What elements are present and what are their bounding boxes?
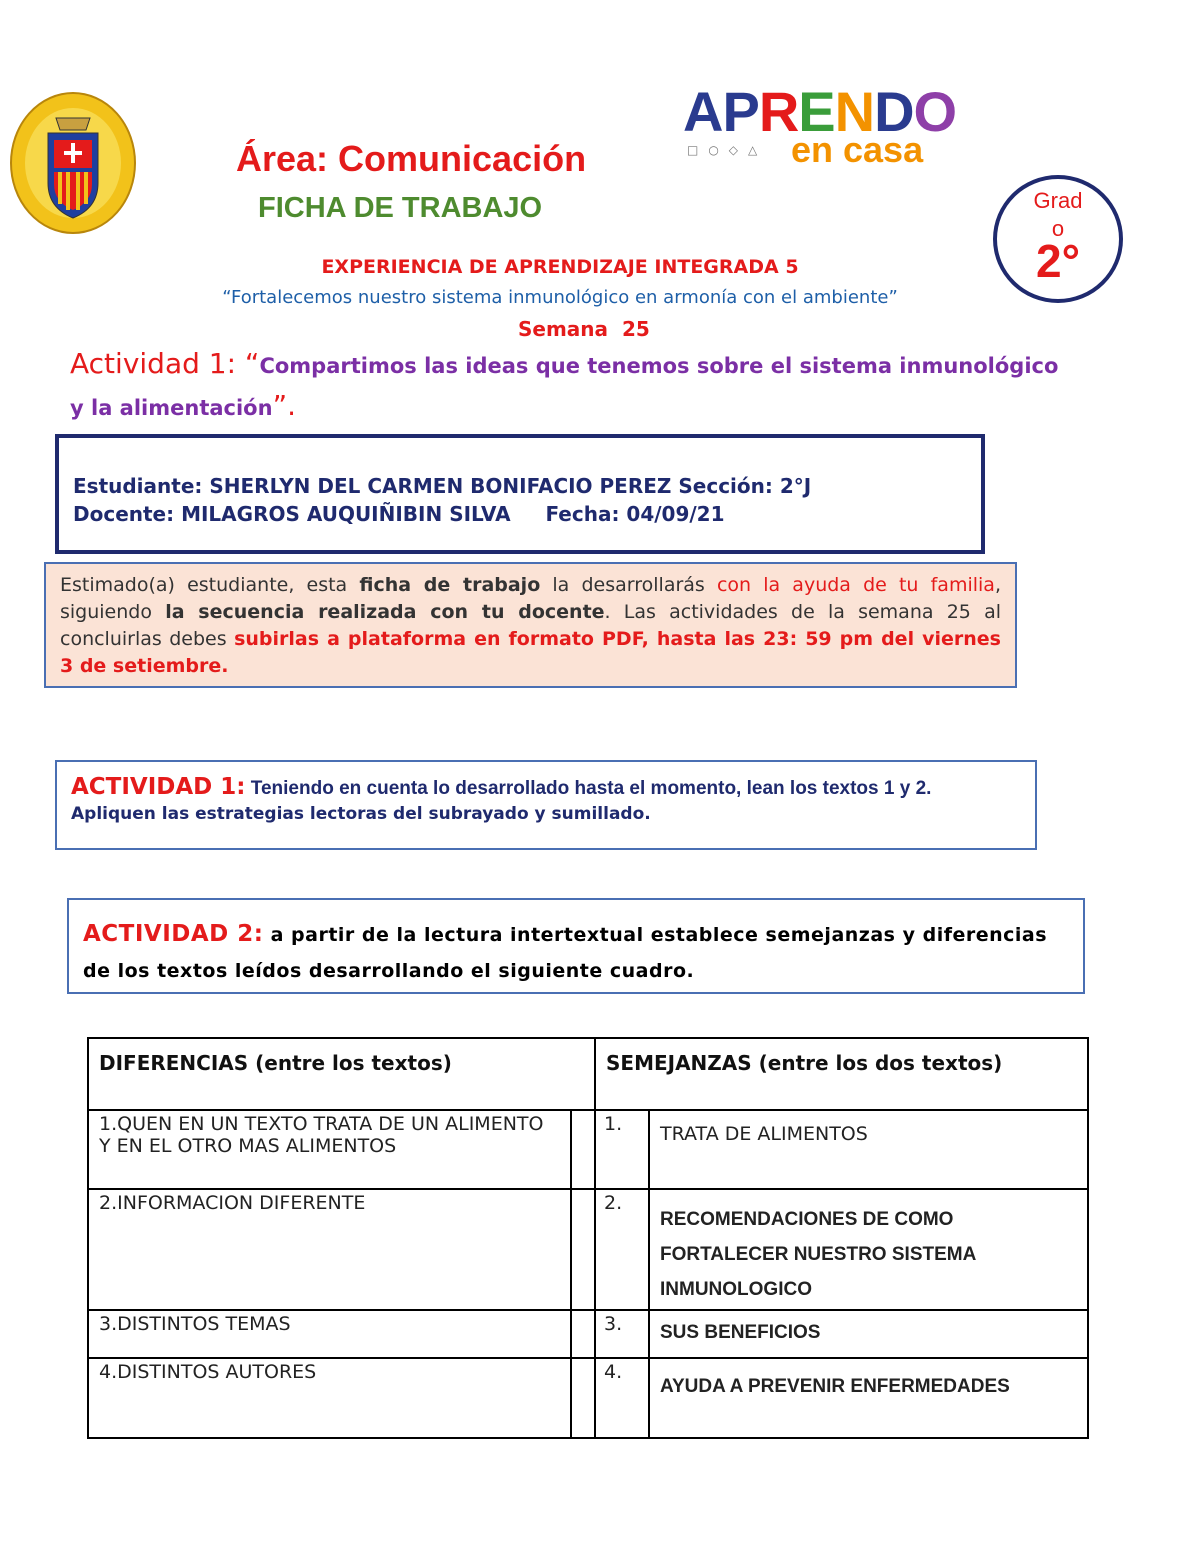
aprendo-letter: O bbox=[913, 80, 957, 143]
table-row bbox=[88, 1310, 1088, 1358]
actividad-1-text: Teniendo en cuenta lo desarrollado hasta el momento, lean los textos 1 y 2. bbox=[245, 778, 932, 799]
number-cell: 4. bbox=[595, 1358, 649, 1438]
diferencia-cell[interactable]: 3.DISTINTOS TEMAS bbox=[88, 1310, 571, 1358]
grado-badge bbox=[993, 175, 1123, 303]
instructions-note: Estimado(a) estudiante, esta ficha de trabajo la desarrollarás con la ayuda de tu familia, siguiendo la secuencia realizada con tu docente. Las actividades de la semana 25 al concluirlas debes subirlas a plataforma en formato PDF, hasta las 23: 59 pm del viernes 3 de setiembre. bbox=[44, 562, 1017, 688]
aprendo-letter: N bbox=[834, 80, 875, 143]
aprendo-letter: A bbox=[683, 80, 723, 143]
diferencia-cell[interactable]: 4.DISTINTOS AUTORES bbox=[88, 1358, 571, 1438]
actividad-label: Actividad 1: “ bbox=[70, 347, 260, 380]
aprendo-letter: R bbox=[758, 80, 799, 143]
aprendo-letter: P bbox=[722, 80, 759, 143]
header-semejanzas: SEMEJANZAS (entre los dos textos) bbox=[595, 1038, 1088, 1110]
actividad-2-label: ACTIVIDAD 2: bbox=[83, 921, 264, 947]
lema-subtitle: “Fortalecemos nuestro sistema inmunológico en armonía con el ambiente” bbox=[222, 287, 898, 308]
actividad-1-label: ACTIVIDAD 1: bbox=[71, 774, 246, 800]
grado-label: Grad o bbox=[1033, 188, 1083, 241]
grado-value: 2° bbox=[1036, 235, 1080, 287]
aprendo-en-casa-logo bbox=[683, 80, 957, 170]
comparison-table bbox=[87, 1037, 1089, 1439]
actividad-1-box bbox=[55, 760, 1037, 850]
header-diferencias: DIFERENCIAS (entre los textos) bbox=[88, 1038, 595, 1110]
ficha-title: FICHA DE TRABAJO bbox=[258, 192, 543, 224]
spacer-cell bbox=[571, 1310, 595, 1358]
semejanza-cell[interactable]: AYUDA A PREVENIR ENFERMEDADES bbox=[649, 1358, 1088, 1438]
school-emblem-logo bbox=[8, 88, 138, 238]
spacer-cell bbox=[571, 1110, 595, 1189]
experiencia-heading: EXPERIENCIA DE APRENDIZAJE INTEGRADA 5 bbox=[321, 256, 799, 278]
semejanza-cell[interactable]: RECOMENDACIONES DE COMO FORTALECER NUESTRO SISTEMA INMUNOLOGICO bbox=[649, 1189, 1088, 1310]
actividad-1-text-2: Apliquen las estrategias lectoras del subrayado y sumillado. bbox=[71, 804, 651, 824]
aprendo-letter: D bbox=[874, 80, 914, 143]
number-cell: 3. bbox=[595, 1310, 649, 1358]
number-cell: 1. bbox=[595, 1110, 649, 1189]
table-row bbox=[88, 1358, 1088, 1438]
aprendo-logo-shapes: □○◇△ bbox=[687, 143, 768, 157]
semana-label: Semana 25 bbox=[518, 317, 650, 341]
semejanza-cell[interactable]: TRATA DE ALIMENTOS bbox=[649, 1110, 1088, 1189]
table-row bbox=[88, 1110, 1088, 1189]
diferencia-cell[interactable]: 2.INFORMACION DIFERENTE bbox=[88, 1189, 571, 1310]
area-title: Área: Comunicación bbox=[236, 138, 587, 179]
number-cell: 2. bbox=[595, 1189, 649, 1310]
student-info-box bbox=[55, 434, 985, 554]
semejanza-cell[interactable]: SUS BENEFICIOS bbox=[649, 1310, 1088, 1358]
actividad-2-box bbox=[67, 898, 1085, 994]
actividad-heading bbox=[70, 345, 1070, 429]
aprendo-letter: E bbox=[798, 80, 835, 143]
en-casa-logo-text: en casa bbox=[791, 129, 924, 170]
actividad-close: ”. bbox=[272, 389, 296, 422]
spacer-cell bbox=[571, 1189, 595, 1310]
diferencia-cell[interactable]: 1.QUEN EN UN TEXTO TRATA DE UN ALIMENTO Y EN EL OTRO MAS ALIMENTOS bbox=[88, 1110, 571, 1189]
student-line: Estudiante: SHERLYN DEL CARMEN BONIFACIO PEREZ Sección: 2°J bbox=[73, 474, 812, 498]
table-row bbox=[88, 1189, 1088, 1310]
teacher-line: Docente: MILAGROS AUQUIÑIBIN SILVA Fecha: 04/09/21 bbox=[73, 502, 725, 526]
spacer-cell bbox=[571, 1358, 595, 1438]
actividad-title: Compartimos las ideas que tenemos sobre el sistema inmunológico y la alimentación bbox=[70, 354, 1059, 420]
actividad-2-text: a partir de la lectura intertextual establece semejanzas y diferencias de los textos leídos desarrollando el siguiente cuadro. bbox=[83, 924, 1048, 982]
